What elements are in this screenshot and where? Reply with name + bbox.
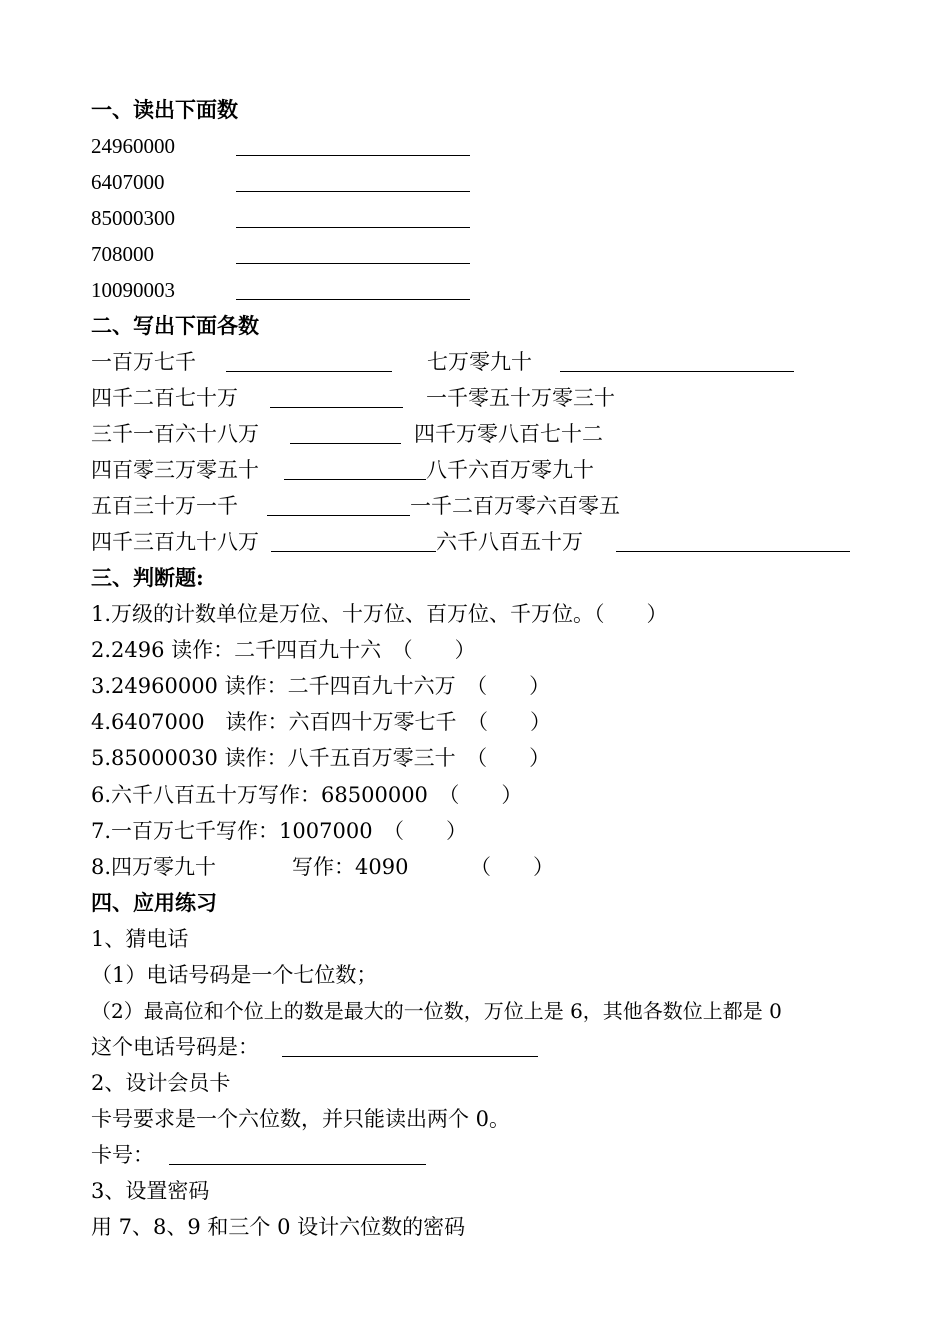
answer-blank-write-3a[interactable] [290, 443, 401, 444]
write-row-3-left: 三千一百六十八万 [91, 422, 259, 446]
write-row-6-right: 六千八百五十万 [436, 530, 583, 554]
answer-blank-write-6a[interactable] [271, 551, 436, 552]
write-row-3-right: 四千万零八百七十二 [414, 422, 603, 446]
judge-item-8-written: 写作：4090 [292, 855, 409, 879]
judge-item-7: 7.一百万七千写作：1007000 （ ） [91, 819, 468, 843]
section4-heading: 四、应用练习 [91, 890, 217, 915]
answer-blank-write-5a[interactable] [267, 515, 410, 516]
q1-condition-2: （2）最高位和个位上的数是最大的一位数，万位上是 6，其他各数位上都是 0 [91, 999, 782, 1023]
section1-heading: 一、读出下面数 [91, 97, 238, 122]
answer-blank-phone[interactable] [282, 1056, 538, 1057]
answer-blank-read-1[interactable] [236, 155, 470, 156]
answer-blank-write-4a[interactable] [284, 479, 426, 480]
q1-answer-label: 这个电话号码是： [91, 1035, 259, 1059]
judge-item-3: 3.24960000 读作：二千四百九十六万 （ ） [91, 674, 551, 698]
answer-blank-write-1a[interactable] [226, 371, 392, 372]
read-number-4: 708000 [91, 242, 154, 266]
judge-item-4: 4.6407000 读作：六百四十万零七千 （ ） [91, 710, 552, 734]
read-number-2: 6407000 [91, 170, 165, 194]
answer-blank-read-4[interactable] [236, 263, 470, 264]
write-row-1-right: 七万零九十 [427, 350, 532, 374]
section2-heading: 二、写出下面各数 [91, 313, 259, 338]
judge-item-8-text: 8.四万零九十 [91, 855, 217, 879]
q3-description: 用 7、8、9 和三个 0 设计六位数的密码 [91, 1215, 466, 1239]
write-row-4-right: 八千六百万零九十 [426, 458, 594, 482]
answer-blank-read-5[interactable] [236, 299, 470, 300]
write-row-5-left: 五百三十万一千 [91, 494, 238, 518]
answer-blank-read-2[interactable] [236, 191, 470, 192]
judge-item-8-paren: （ ） [470, 855, 554, 879]
q1-title: 1、猜电话 [91, 927, 189, 951]
judge-item-5: 5.85000030 读作：八千五百万零三十 （ ） [91, 746, 551, 770]
q2-title: 2、设计会员卡 [91, 1071, 231, 1095]
write-row-4-left: 四百零三万零五十 [91, 458, 259, 482]
read-number-3: 85000300 [91, 206, 175, 230]
read-number-1: 24960000 [91, 134, 175, 158]
answer-blank-write-2a[interactable] [270, 407, 403, 408]
judge-item-6: 6.六千八百五十万写作：68500000 （ ） [91, 783, 523, 807]
judge-item-1: 1.万级的计数单位是万位、十万位、百万位、千万位。（ ） [91, 602, 668, 626]
read-number-5: 10090003 [91, 278, 175, 302]
judge-item-8 [91, 849, 216, 885]
judge-item-2: 2.2496 读作：二千四百九十六 （ ） [91, 638, 476, 662]
answer-blank-write-6b[interactable] [616, 551, 850, 552]
write-row-2-left: 四千二百七十万 [91, 386, 238, 410]
section3-heading: 三、判断题: [91, 565, 204, 590]
write-row-2-right: 一千零五十万零三十 [426, 386, 615, 410]
write-row-1-left: 一百万七千 [91, 350, 196, 374]
answer-blank-write-1b[interactable] [560, 371, 794, 372]
q2-description: 卡号要求是一个六位数，并只能读出两个 0。 [91, 1107, 511, 1131]
q1-condition-1: （1）电话号码是一个七位数； [91, 963, 378, 987]
answer-blank-read-3[interactable] [236, 227, 470, 228]
answer-blank-card-number[interactable] [169, 1164, 426, 1165]
write-row-6-left: 四千三百九十八万 [91, 530, 259, 554]
q3-title: 3、设置密码 [91, 1179, 210, 1203]
q2-answer-label: 卡号： [91, 1143, 154, 1167]
write-row-5-right: 一千二百万零六百零五 [410, 494, 620, 518]
